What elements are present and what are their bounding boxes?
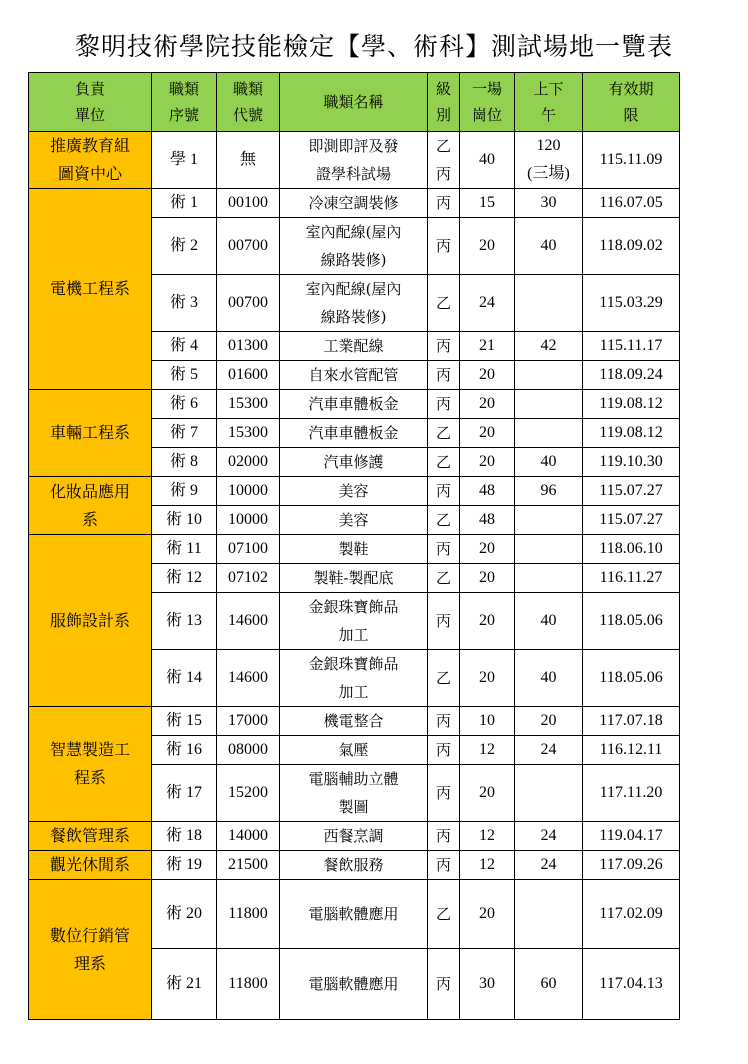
- ampm-cell: 120 (三場): [515, 132, 583, 189]
- seq-cell: 術 8: [152, 448, 217, 477]
- expiry-cell: 116.12.11: [583, 736, 680, 765]
- table-row: [29, 535, 680, 564]
- expiry-cell: 116.07.05: [583, 189, 680, 218]
- code-cell: 07100: [217, 535, 280, 564]
- job-name-cell: 金銀珠寶飾品 加工: [280, 650, 428, 707]
- seq-cell: 術 14: [152, 650, 217, 707]
- ampm-cell: [515, 506, 583, 535]
- seq-cell: 術 20: [152, 880, 217, 949]
- job-name-cell: 氣壓: [280, 736, 428, 765]
- capacity-cell: 20: [460, 448, 515, 477]
- seq-cell: 術 15: [152, 707, 217, 736]
- level-cell: 乙: [428, 650, 460, 707]
- seq-cell: 術 6: [152, 390, 217, 419]
- expiry-cell: 115.11.17: [583, 332, 680, 361]
- code-cell: 14000: [217, 822, 280, 851]
- capacity-cell: 20: [460, 390, 515, 419]
- expiry-cell: 115.11.09: [583, 132, 680, 189]
- job-name-cell: 餐飲服務: [280, 851, 428, 880]
- capacity-cell: 12: [460, 851, 515, 880]
- job-name-cell: 金銀珠寶飾品 加工: [280, 593, 428, 650]
- ampm-cell: 40: [515, 650, 583, 707]
- expiry-cell: 115.07.27: [583, 477, 680, 506]
- table-row: [29, 880, 680, 949]
- level-cell: 丙: [428, 390, 460, 419]
- expiry-cell: 119.08.12: [583, 419, 680, 448]
- level-cell: 乙: [428, 880, 460, 949]
- table-row: [29, 822, 680, 851]
- capacity-cell: 20: [460, 218, 515, 275]
- expiry-cell: 116.11.27: [583, 564, 680, 593]
- capacity-cell: 20: [460, 650, 515, 707]
- table-row: [29, 707, 680, 736]
- unit-cell: 化妝品應用 系: [29, 477, 152, 535]
- table-row: [29, 477, 680, 506]
- capacity-cell: 20: [460, 419, 515, 448]
- unit-cell: 車輛工程系: [29, 390, 152, 477]
- job-name-cell: 即測即評及發 證學科試場: [280, 132, 428, 189]
- seq-cell: 術 19: [152, 851, 217, 880]
- code-cell: 17000: [217, 707, 280, 736]
- header-expiry: 有效期 限: [583, 73, 680, 132]
- expiry-cell: 117.09.26: [583, 851, 680, 880]
- level-cell: 丙: [428, 707, 460, 736]
- unit-cell: 推廣教育組 圖資中心: [29, 132, 152, 189]
- ampm-cell: 96: [515, 477, 583, 506]
- ampm-cell: 40: [515, 448, 583, 477]
- code-cell: 02000: [217, 448, 280, 477]
- header-name: 職類名稱: [280, 73, 428, 132]
- job-name-cell: 冷凍空調裝修: [280, 189, 428, 218]
- unit-cell: 服飾設計系: [29, 535, 152, 707]
- capacity-cell: 12: [460, 736, 515, 765]
- seq-cell: 學 1: [152, 132, 217, 189]
- test-site-table: [28, 72, 680, 1020]
- expiry-cell: 117.11.20: [583, 765, 680, 822]
- header-capacity: 一場 崗位: [460, 73, 515, 132]
- table-row: [29, 390, 680, 419]
- ampm-cell: [515, 361, 583, 390]
- expiry-cell: 119.08.12: [583, 390, 680, 419]
- expiry-cell: 118.05.06: [583, 650, 680, 707]
- capacity-cell: 10: [460, 707, 515, 736]
- table-body: [29, 132, 680, 1020]
- unit-cell: 智慧製造工 程系: [29, 707, 152, 822]
- expiry-cell: 119.10.30: [583, 448, 680, 477]
- code-cell: 10000: [217, 477, 280, 506]
- seq-cell: 術 18: [152, 822, 217, 851]
- unit-cell: 餐飲管理系: [29, 822, 152, 851]
- code-cell: 08000: [217, 736, 280, 765]
- code-cell: 11800: [217, 949, 280, 1020]
- level-cell: 乙: [428, 275, 460, 332]
- level-cell: 丙: [428, 332, 460, 361]
- expiry-cell: 118.06.10: [583, 535, 680, 564]
- page-title: 黎明技術學院技能檢定【學、術科】測試場地一覽表: [74, 32, 673, 61]
- table-row: [29, 132, 680, 189]
- seq-cell: 術 16: [152, 736, 217, 765]
- code-cell: 14600: [217, 593, 280, 650]
- job-name-cell: 電腦輔助立體 製圖: [280, 765, 428, 822]
- job-name-cell: 電腦軟體應用: [280, 880, 428, 949]
- job-name-cell: 室內配線(屋內 線路裝修): [280, 218, 428, 275]
- capacity-cell: 20: [460, 361, 515, 390]
- code-cell: 14600: [217, 650, 280, 707]
- code-cell: 10000: [217, 506, 280, 535]
- level-cell: 乙: [428, 564, 460, 593]
- ampm-cell: [515, 390, 583, 419]
- seq-cell: 術 12: [152, 564, 217, 593]
- seq-cell: 術 13: [152, 593, 217, 650]
- capacity-cell: 24: [460, 275, 515, 332]
- level-cell: 丙: [428, 949, 460, 1020]
- seq-cell: 術 1: [152, 189, 217, 218]
- header-level: 級 別: [428, 73, 460, 132]
- job-name-cell: 汽車車體板金: [280, 419, 428, 448]
- job-name-cell: 工業配線: [280, 332, 428, 361]
- seq-cell: 術 5: [152, 361, 217, 390]
- header-unit: 負責 單位: [29, 73, 152, 132]
- capacity-cell: 20: [460, 535, 515, 564]
- unit-cell: 觀光休閒系: [29, 851, 152, 880]
- seq-cell: 術 2: [152, 218, 217, 275]
- code-cell: 01300: [217, 332, 280, 361]
- capacity-cell: 20: [460, 564, 515, 593]
- expiry-cell: 115.07.27: [583, 506, 680, 535]
- code-cell: 無: [217, 132, 280, 189]
- capacity-cell: 15: [460, 189, 515, 218]
- level-cell: 丙: [428, 189, 460, 218]
- job-name-cell: 機電整合: [280, 707, 428, 736]
- capacity-cell: 12: [460, 822, 515, 851]
- capacity-cell: 20: [460, 765, 515, 822]
- job-name-cell: 汽車車體板金: [280, 390, 428, 419]
- level-cell: 丙: [428, 765, 460, 822]
- seq-cell: 術 7: [152, 419, 217, 448]
- level-cell: 丙: [428, 535, 460, 564]
- expiry-cell: 118.05.06: [583, 593, 680, 650]
- ampm-cell: 24: [515, 851, 583, 880]
- seq-cell: 術 3: [152, 275, 217, 332]
- expiry-cell: 117.04.13: [583, 949, 680, 1020]
- level-cell: 丙: [428, 822, 460, 851]
- header-row: [29, 73, 680, 132]
- level-cell: 乙: [428, 419, 460, 448]
- job-name-cell: 製鞋: [280, 535, 428, 564]
- code-cell: 11800: [217, 880, 280, 949]
- code-cell: 15300: [217, 390, 280, 419]
- expiry-cell: 117.07.18: [583, 707, 680, 736]
- capacity-cell: 20: [460, 593, 515, 650]
- code-cell: 00700: [217, 218, 280, 275]
- job-name-cell: 美容: [280, 506, 428, 535]
- table-row: [29, 189, 680, 218]
- ampm-cell: 30: [515, 189, 583, 218]
- ampm-cell: [515, 535, 583, 564]
- code-cell: 00700: [217, 275, 280, 332]
- ampm-cell: 20: [515, 707, 583, 736]
- table-row: [29, 851, 680, 880]
- ampm-cell: 24: [515, 736, 583, 765]
- code-cell: 07102: [217, 564, 280, 593]
- code-cell: 21500: [217, 851, 280, 880]
- capacity-cell: 20: [460, 880, 515, 949]
- code-cell: 01600: [217, 361, 280, 390]
- level-cell: 丙: [428, 361, 460, 390]
- seq-cell: 術 21: [152, 949, 217, 1020]
- code-cell: 15300: [217, 419, 280, 448]
- capacity-cell: 21: [460, 332, 515, 361]
- header-code: 職類 代號: [217, 73, 280, 132]
- ampm-cell: 40: [515, 218, 583, 275]
- unit-cell: 電機工程系: [29, 189, 152, 390]
- seq-cell: 術 17: [152, 765, 217, 822]
- expiry-cell: 119.04.17: [583, 822, 680, 851]
- code-cell: 15200: [217, 765, 280, 822]
- expiry-cell: 117.02.09: [583, 880, 680, 949]
- ampm-cell: 42: [515, 332, 583, 361]
- seq-cell: 術 9: [152, 477, 217, 506]
- seq-cell: 術 11: [152, 535, 217, 564]
- level-cell: 丙: [428, 851, 460, 880]
- level-cell: 乙: [428, 506, 460, 535]
- capacity-cell: 48: [460, 506, 515, 535]
- ampm-cell: [515, 564, 583, 593]
- capacity-cell: 48: [460, 477, 515, 506]
- job-name-cell: 美容: [280, 477, 428, 506]
- level-cell: 丙: [428, 477, 460, 506]
- job-name-cell: 電腦軟體應用: [280, 949, 428, 1020]
- job-name-cell: 製鞋-製配底: [280, 564, 428, 593]
- job-name-cell: 室內配線(屋內 線路裝修): [280, 275, 428, 332]
- level-cell: 丙: [428, 736, 460, 765]
- expiry-cell: 118.09.02: [583, 218, 680, 275]
- ampm-cell: 60: [515, 949, 583, 1020]
- seq-cell: 術 10: [152, 506, 217, 535]
- code-cell: 00100: [217, 189, 280, 218]
- level-cell: 丙: [428, 593, 460, 650]
- ampm-cell: [515, 765, 583, 822]
- level-cell: 乙: [428, 448, 460, 477]
- job-name-cell: 自來水管配管: [280, 361, 428, 390]
- capacity-cell: 40: [460, 132, 515, 189]
- ampm-cell: 24: [515, 822, 583, 851]
- ampm-cell: 40: [515, 593, 583, 650]
- unit-cell: 數位行銷管 理系: [29, 880, 152, 1020]
- capacity-cell: 30: [460, 949, 515, 1020]
- ampm-cell: [515, 275, 583, 332]
- job-name-cell: 西餐烹調: [280, 822, 428, 851]
- header-seq: 職類 序號: [152, 73, 217, 132]
- header-ampm: 上下 午: [515, 73, 583, 132]
- ampm-cell: [515, 880, 583, 949]
- level-cell: 乙 丙: [428, 132, 460, 189]
- job-name-cell: 汽車修護: [280, 448, 428, 477]
- level-cell: 丙: [428, 218, 460, 275]
- ampm-cell: [515, 419, 583, 448]
- expiry-cell: 118.09.24: [583, 361, 680, 390]
- seq-cell: 術 4: [152, 332, 217, 361]
- expiry-cell: 115.03.29: [583, 275, 680, 332]
